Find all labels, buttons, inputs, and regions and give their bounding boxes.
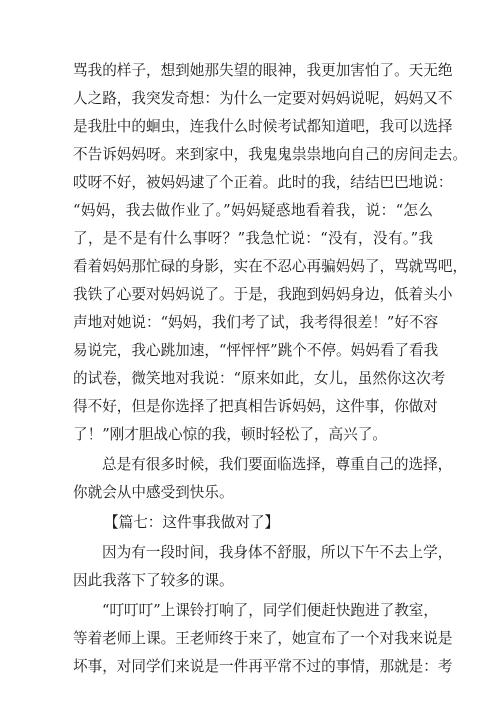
text-line: 不告诉妈妈呀。来到家中，我鬼鬼祟祟地向自己的房间走去。: [73, 146, 468, 163]
text-line: 因为有一段时间，我身体不舒服，所以下午不去上学，: [102, 544, 453, 561]
section-heading: 【篇七：这件事我做对了】: [104, 514, 280, 531]
text-line: 等着老师上课。王老师终于来了，她宣布了一个对我来说是: [73, 630, 453, 647]
text-line: “妈妈，我去做作业了。”妈妈疑惑地看着我，说：“怎么: [73, 202, 433, 219]
text-line: 哎呀不好，被妈妈逮了个正着。此时的我，结结巴巴地说：: [73, 174, 453, 191]
text-line: 是我肚中的蛔虫，连我什么时候考试都知道吧，我可以选择: [73, 118, 453, 135]
text-line: 易说完，我心跳加速，“怦怦怦”跳个不停。妈妈看了看我: [73, 342, 439, 359]
text-line: 了，是不是有什么事呀？”我急忙说：“没有，没有。”我: [73, 230, 433, 247]
text-line: “叮叮叮”上课铃打响了，同学们便赶快跑进了教室，: [102, 602, 438, 619]
text-line: 你就会从中感受到快乐。: [73, 484, 234, 501]
text-line: 因此我落下了较多的课。: [73, 572, 234, 589]
text-line: 人之路，我突发奇想：为什么一定要对妈妈说呢，妈妈又不: [73, 90, 453, 107]
text-line: 声地对她说：“妈妈，我们考了试，我考得很差！”好不容: [73, 314, 439, 331]
text-line: 的试卷，微笑地对我说：“原来如此，女儿，虽然你这次考: [73, 370, 446, 387]
text-line: 坏事，对同学们来说是一件再平常不过的事情，那就是：考: [73, 658, 453, 675]
text-line: 我铁了心要对妈妈说了。于是，我跑到妈妈身边，低着头小: [73, 286, 453, 303]
text-line: 了！”刚才胆战心惊的我，顿时轻松了，高兴了。: [73, 426, 387, 443]
text-line: 看着妈妈那忙碌的身影，实在不忍心再骗妈妈了，骂就骂吧，: [73, 258, 468, 275]
text-line: 得不好，但是你选择了把真相告诉妈妈，这件事，你做对: [73, 398, 438, 415]
text-line: 总是有很多时候，我们要面临选择，尊重自己的选择，: [102, 456, 453, 473]
text-line: 骂我的样子，想到她那失望的眼神，我更加害怕了。天无绝: [73, 62, 453, 79]
